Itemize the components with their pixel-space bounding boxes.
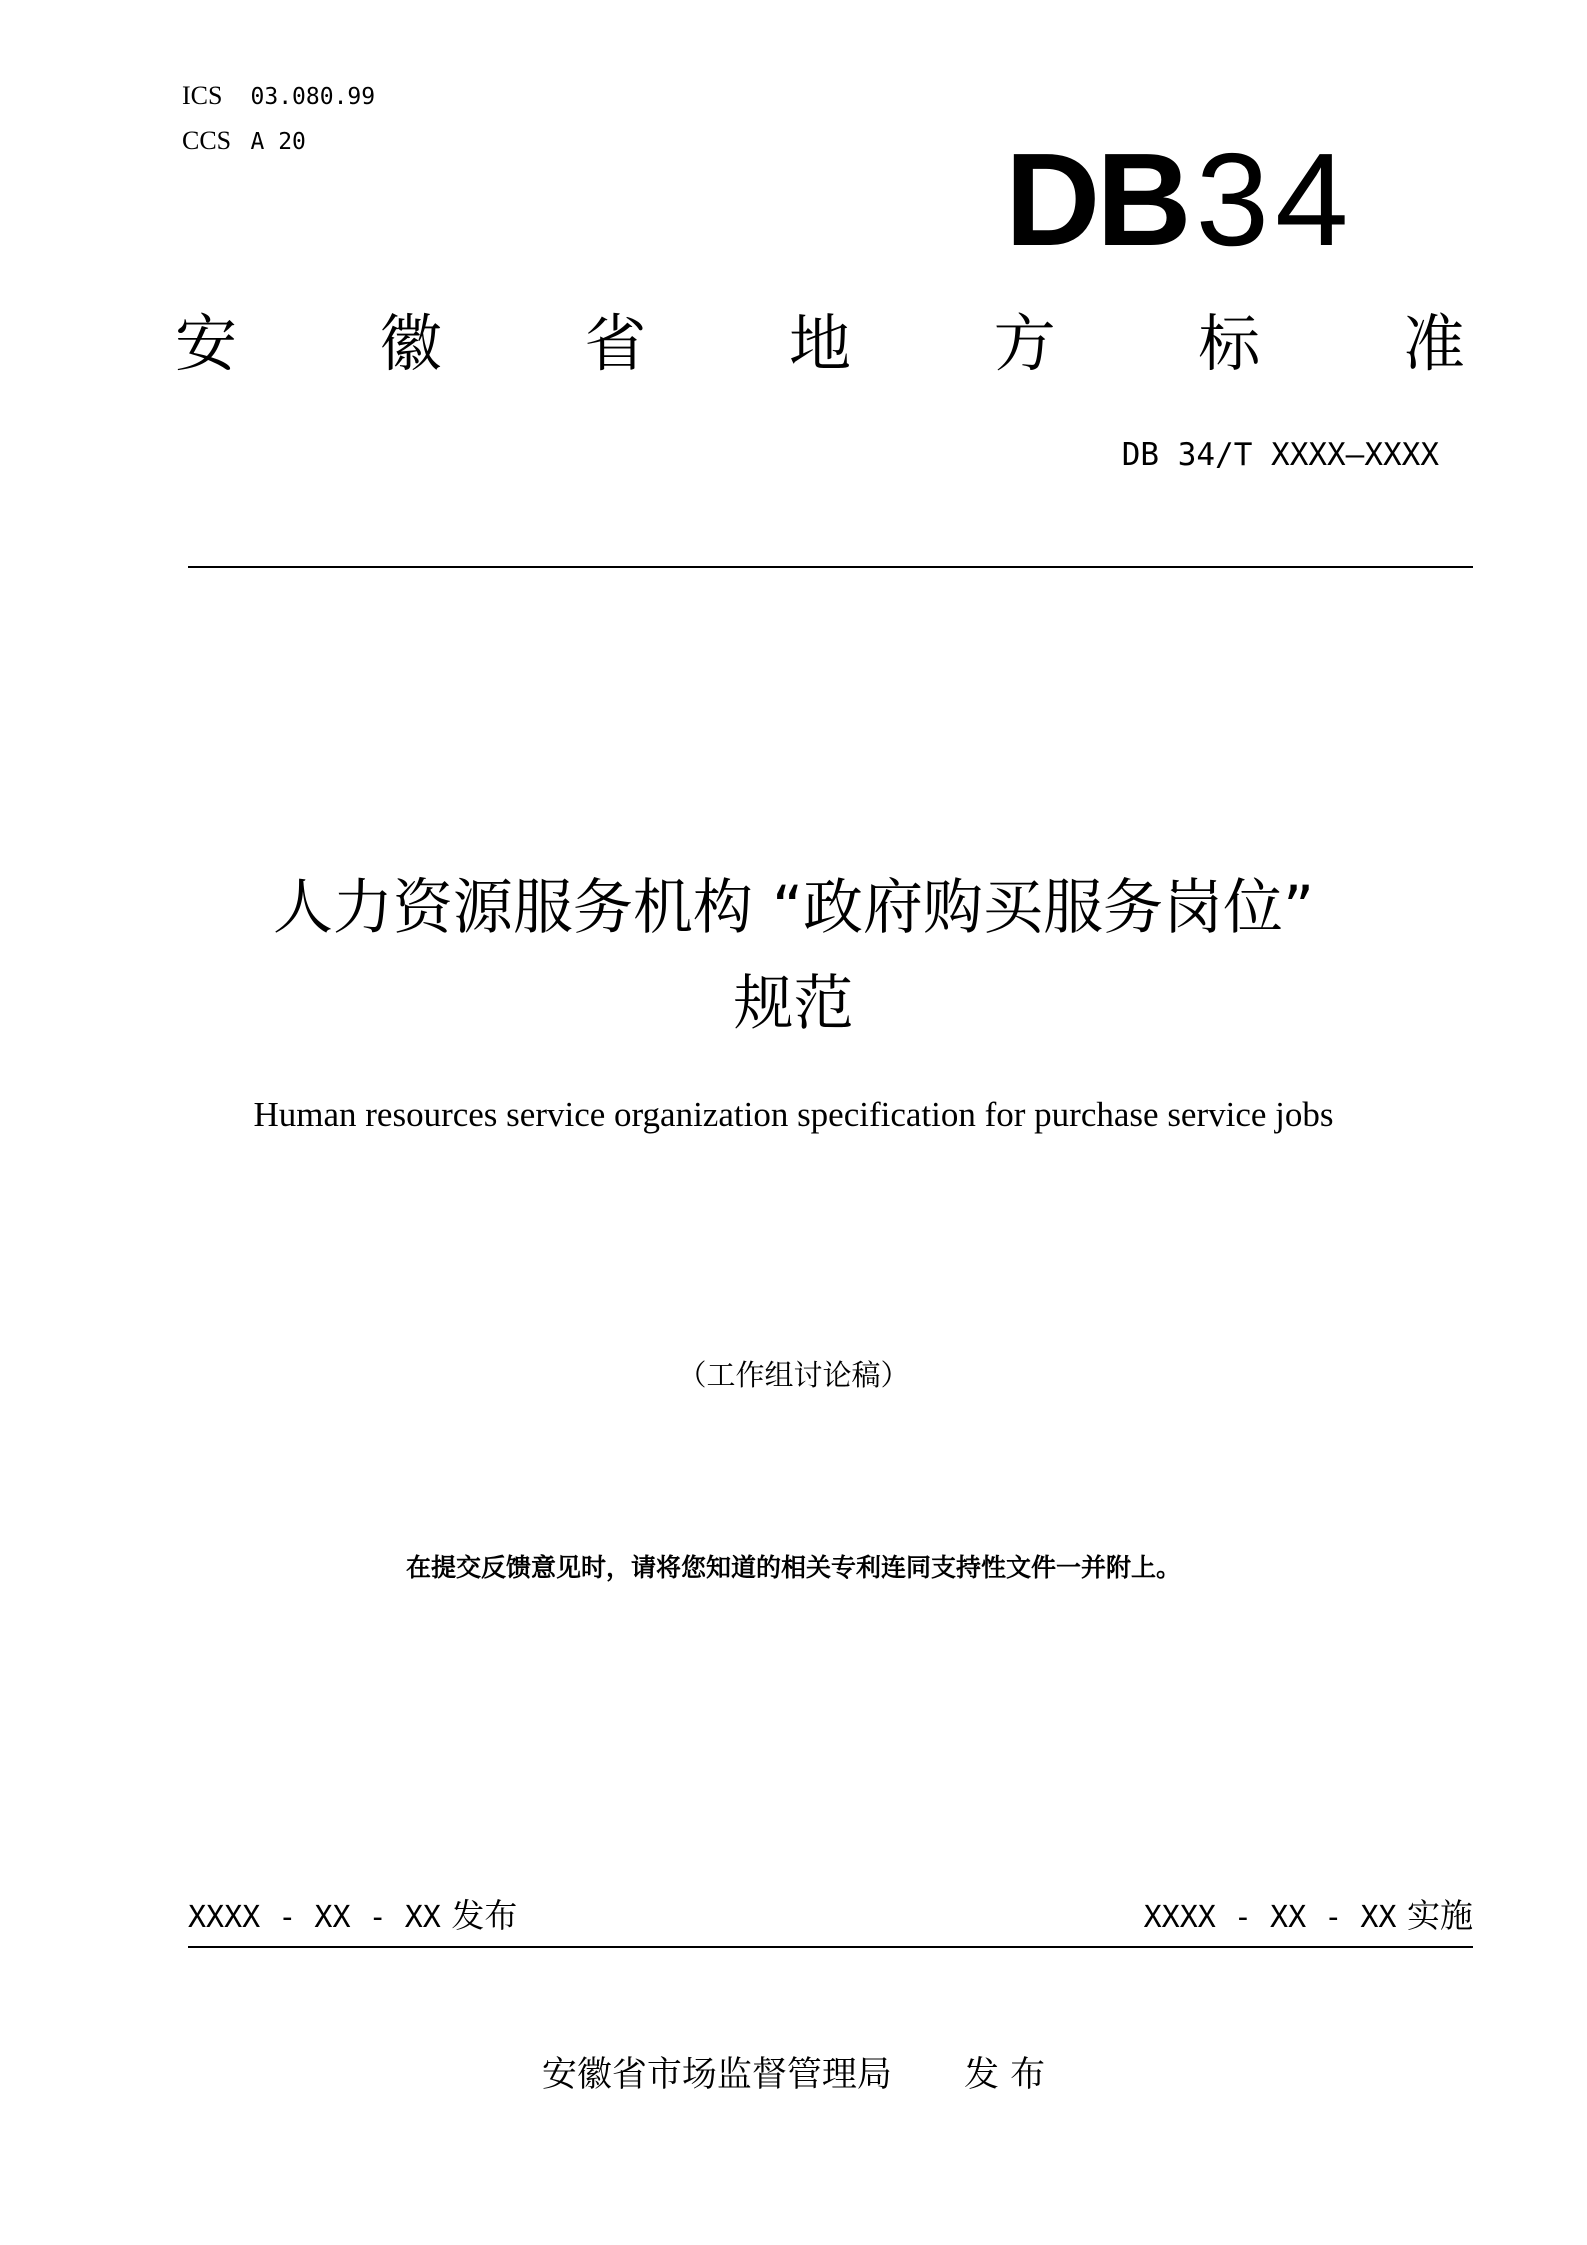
- issuer-action: 发 布: [963, 2055, 1046, 2095]
- classification-codes: [182, 74, 375, 164]
- ccs-line: [182, 119, 375, 164]
- document-title-cn: [0, 860, 1587, 1052]
- standard-type-char: 方: [993, 307, 1056, 380]
- ccs-label: CCS: [182, 126, 232, 155]
- title-cn-line2: 规范: [733, 969, 854, 1039]
- issuer-name: 安徽省市场监督管理局: [541, 2055, 892, 2095]
- top-divider: [188, 566, 1473, 568]
- ics-value: 03.080.99: [250, 84, 376, 110]
- implement-date: XXXX - XX - XX: [1143, 1900, 1397, 1935]
- title-cn-line1: 人力资源服务机构 “政府购买服务岗位”: [272, 873, 1315, 943]
- implement-date-line: [1144, 1894, 1473, 1940]
- logo-number: 34: [1195, 126, 1355, 273]
- db34-logo: [1005, 126, 1355, 273]
- implement-label: 实施: [1407, 1896, 1473, 1935]
- standard-type-char: 安: [175, 307, 238, 380]
- standard-type-char: 省: [584, 307, 647, 380]
- standard-type-char: 准: [1402, 307, 1465, 380]
- draft-status: （工作组讨论稿）: [677, 1358, 910, 1392]
- standard-type-char: 地: [788, 307, 851, 380]
- standard-type-char: 标: [1198, 307, 1261, 380]
- ics-line: [182, 74, 375, 119]
- ics-label: ICS: [182, 81, 223, 110]
- standard-code: DB 34/T XXXX—XXXX: [1121, 437, 1439, 473]
- bottom-divider: [188, 1946, 1473, 1948]
- publish-label: 发布: [451, 1896, 518, 1935]
- logo-db: DB: [1005, 126, 1188, 273]
- ccs-value: A 20: [250, 129, 306, 155]
- standard-type-heading: [175, 304, 1465, 384]
- patent-notice: 在提交反馈意见时，请将您知道的相关专利连同支持性文件一并附上。: [405, 1553, 1181, 1582]
- document-title-en: Human resources service organization specification for purchase service jobs: [253, 1095, 1334, 1134]
- publish-date: XXXX - XX - XX: [188, 1900, 441, 1935]
- publish-date-line: [188, 1894, 517, 1940]
- standard-type-char: 徽: [379, 307, 442, 380]
- issuer-line: [0, 2051, 1587, 2099]
